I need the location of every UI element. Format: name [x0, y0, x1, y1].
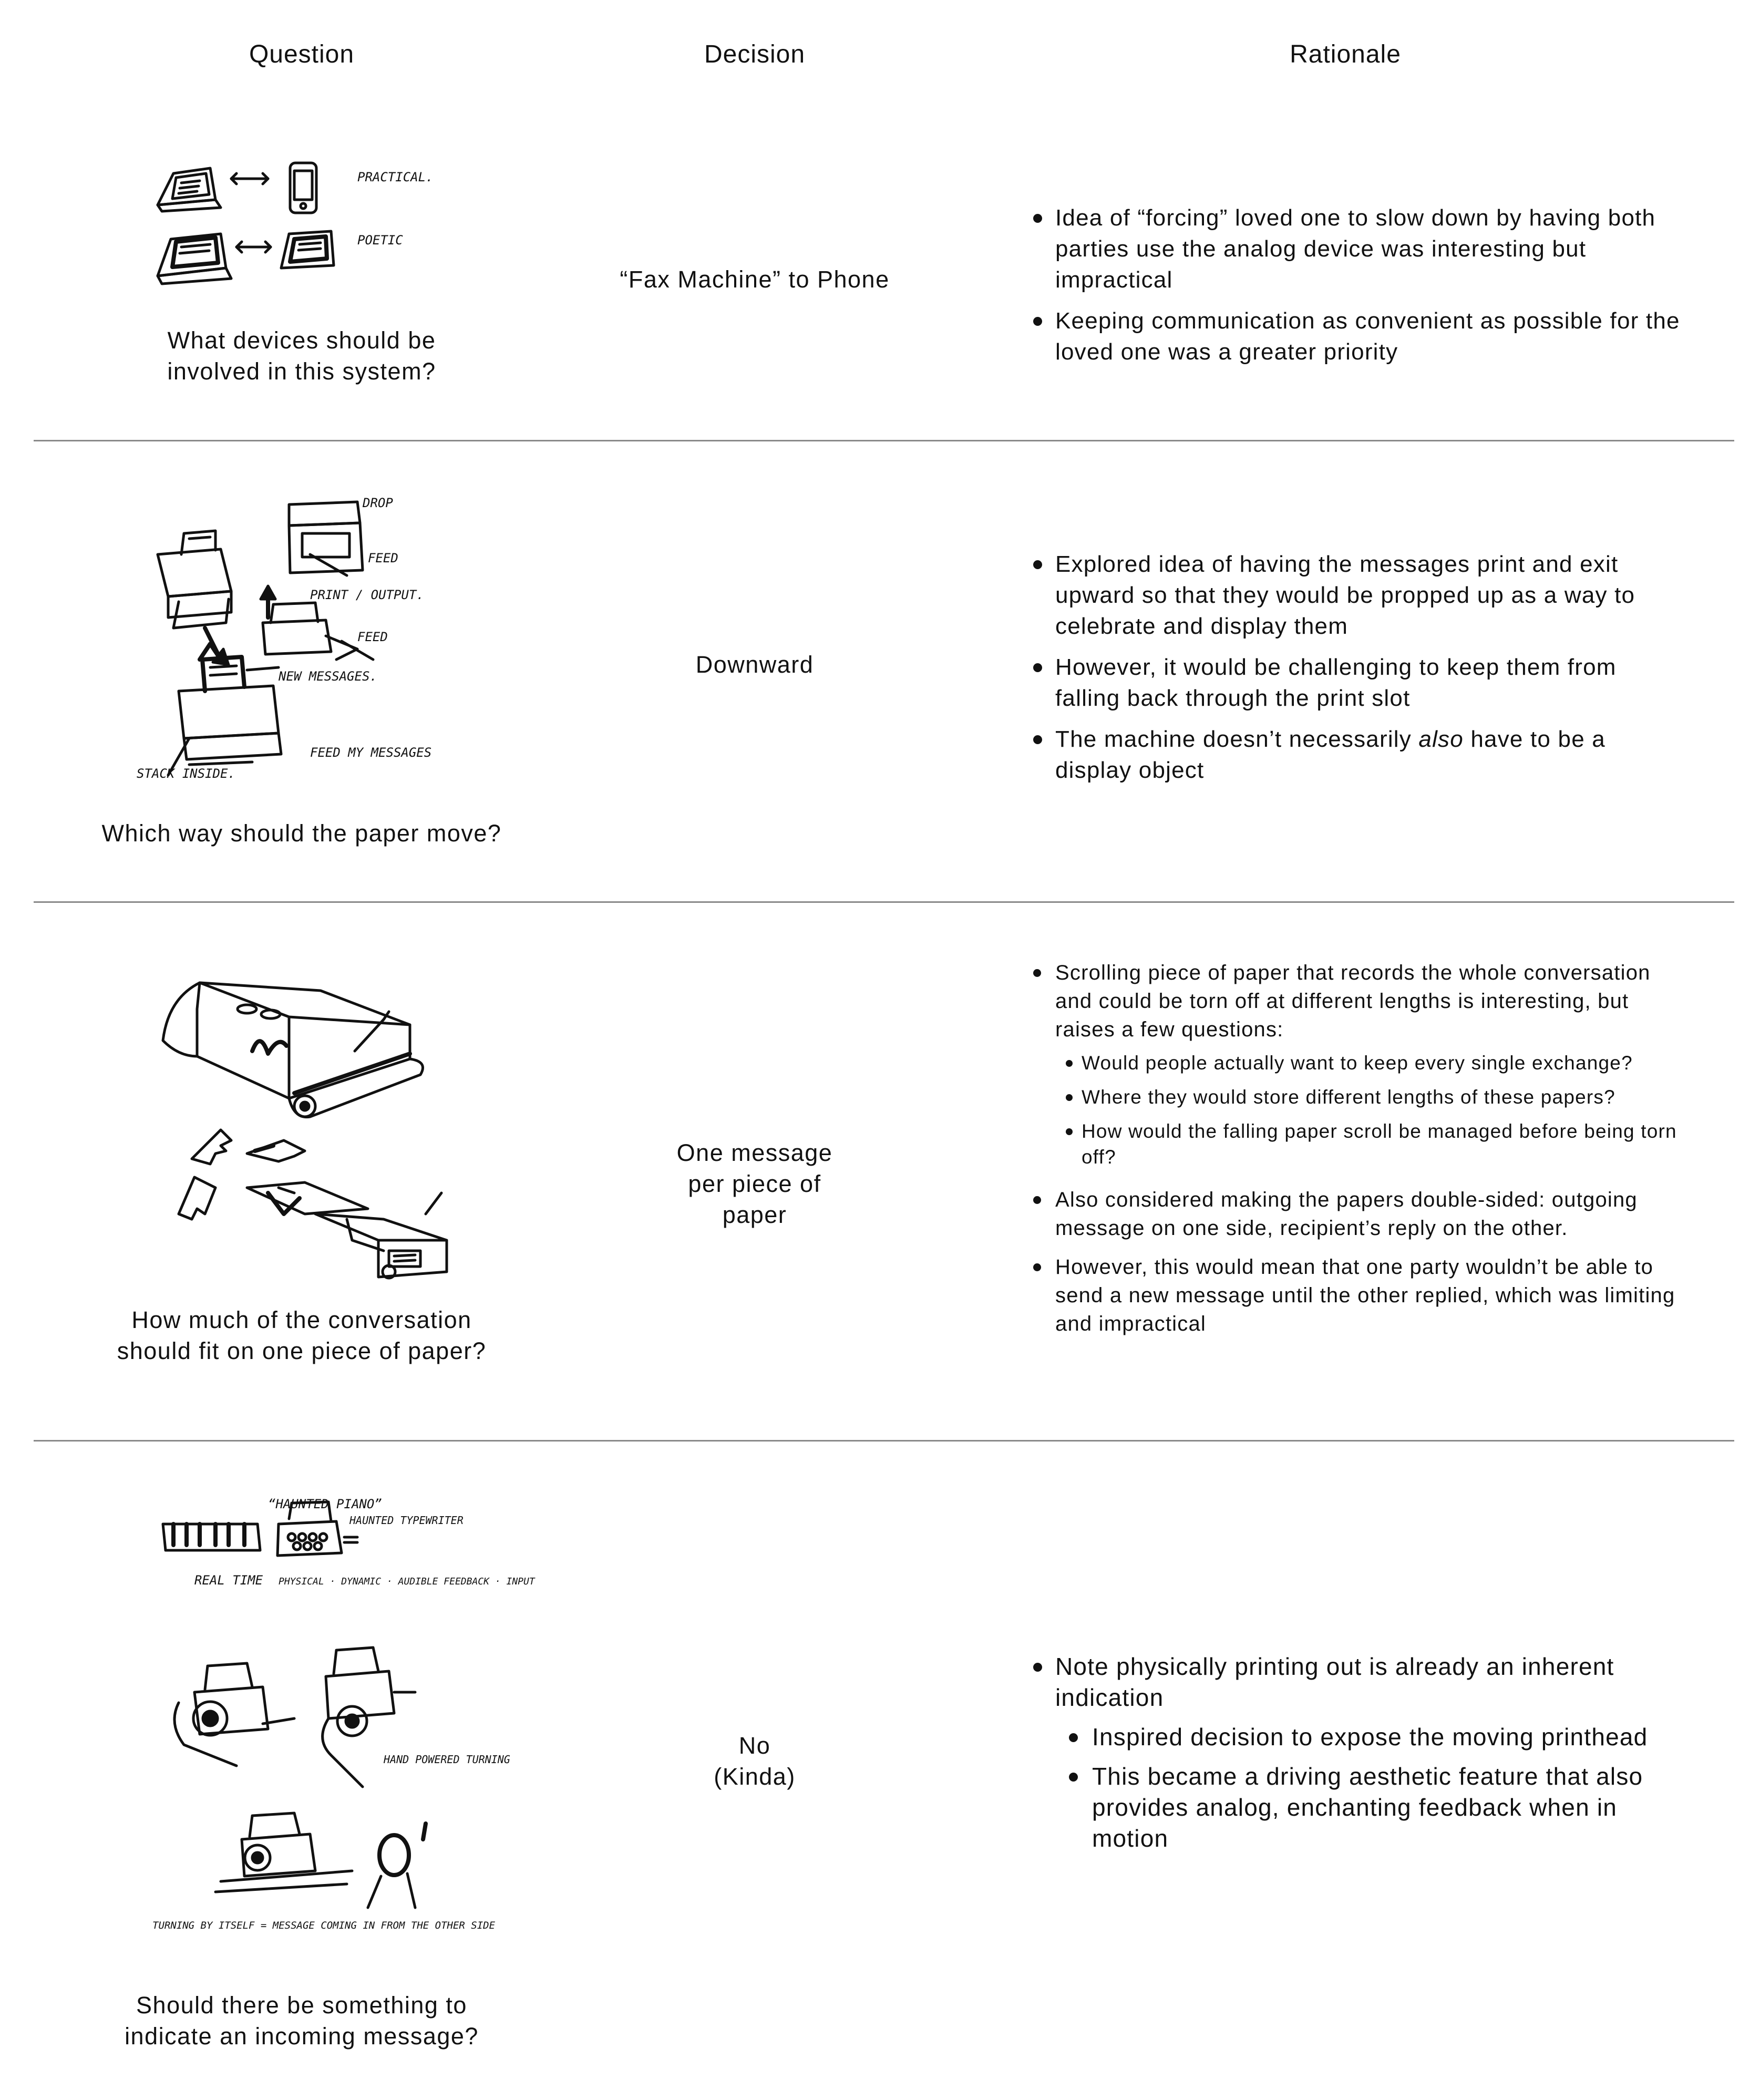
- decision-line-kinda: (Kinda): [714, 1763, 796, 1790]
- decision-incoming-indication: [571, 1730, 939, 1792]
- row-divider: [34, 1440, 1734, 1442]
- rationale-item: However, this would mean that one party wouldn’t be able to send a new message until the other replied, which was limiting and impractical: [1030, 1253, 1682, 1338]
- sub-point-item: Inspired decision to expose the moving printhead: [1055, 1722, 1682, 1753]
- rationale-conversation-length: [1030, 959, 1682, 1348]
- sub-question-list: [1055, 1050, 1682, 1170]
- sketch-label-new-messages: NEW MESSAGES.: [279, 669, 377, 684]
- rationale-item: [1030, 724, 1682, 786]
- sketch-label-feed-2: FEED: [357, 630, 388, 644]
- question-conversation-length: How much of the conversation should fit on one piece of paper?: [117, 1306, 487, 1364]
- devices-sketch: [147, 121, 473, 294]
- question-devices: What devices should be involved in this system?: [167, 327, 436, 385]
- rationale-incoming-indication: [1030, 1651, 1682, 1862]
- sketch-label-print-output: PRINT / OUTPUT.: [310, 588, 424, 602]
- rationale-item: Idea of “forcing” loved one to slow down by having both parties use the analog device was interesting but impractical: [1030, 202, 1682, 295]
- row-divider: [34, 901, 1734, 903]
- rationale-emphasis: also: [1418, 726, 1464, 752]
- sketch-label-feed: FEED: [368, 551, 398, 565]
- sketch-label-poetic: POETIC: [357, 233, 403, 248]
- paper-direction-sketch: [137, 491, 473, 796]
- rationale-text: have to be a display object: [1055, 726, 1605, 783]
- decision-conversation-length: One message per piece of paper: [676, 1139, 833, 1228]
- paper-scroll-sketch: [147, 967, 462, 1293]
- sub-question-item: Where they would store different lengths of these papers?: [1055, 1084, 1682, 1110]
- rationale-text: Scrolling piece of paper that records the whole conversation and could be torn off at different lengths is interesting, but raises a few questions:: [1055, 961, 1651, 1041]
- rationale-text: The machine doesn’t necessarily: [1055, 726, 1419, 752]
- rationale-paper-direction: [1030, 549, 1682, 796]
- sketch-label-real-time: REAL TIME: [194, 1573, 263, 1588]
- incoming-indication-sketch: [142, 1492, 535, 1955]
- rationale-item: [1030, 1651, 1682, 1854]
- sketch-label-haunted-typewriter: HAUNTED TYPEWRITER: [349, 1514, 464, 1527]
- sketch-label-feedback-input: PHYSICAL · DYNAMIC · AUDIBLE FEEDBACK · INPUT: [279, 1576, 535, 1587]
- rationale-devices: [1030, 202, 1682, 377]
- sub-question-item: How would the falling paper scroll be managed before being torn off?: [1055, 1118, 1682, 1170]
- sketch-label-practical: PRACTICAL.: [357, 170, 434, 184]
- question-paper-direction: Which way should the paper move?: [101, 820, 502, 847]
- sub-point-item: This became a driving aesthetic feature that also provides analog, enchanting feedback when in motion: [1055, 1761, 1682, 1854]
- sub-question-item: Would people actually want to keep every single exchange?: [1055, 1050, 1682, 1076]
- sketch-label-turning-by-itself: TURNING BY ITSELF = MESSAGE COMING IN FROM THE OTHER SIDE: [152, 1920, 496, 1931]
- column-header-rationale: Rationale: [1290, 40, 1401, 68]
- decision-line-no: No: [738, 1732, 771, 1759]
- rationale-item: Keeping communication as convenient as possible for the loved one was a greater priority: [1030, 305, 1682, 367]
- rationale-text: Note physically printing out is already an inherent indication: [1055, 1653, 1614, 1711]
- sub-point-list: [1055, 1722, 1682, 1854]
- sketch-label-hand-powered: HAND POWERED TURNING: [384, 1753, 510, 1766]
- rationale-item: Explored idea of having the messages print and exit upward so that they would be propped up as a way to celebrate and display them: [1030, 549, 1682, 642]
- rationale-item: However, it would be challenging to keep them from falling back through the print slot: [1030, 652, 1682, 714]
- row-divider: [34, 440, 1734, 441]
- sketch-label-drop: DROP: [363, 496, 393, 510]
- rationale-item: Also considered making the papers double-sided: outgoing message on one side, recipient’s reply on the other.: [1030, 1186, 1682, 1242]
- sketch-label-feed-my-messages: FEED MY MESSAGES: [310, 745, 432, 760]
- decision-devices: “Fax Machine” to Phone: [620, 266, 890, 293]
- rationale-item: [1030, 959, 1682, 1170]
- decision-paper-direction: Downward: [695, 651, 814, 678]
- sketch-label-haunted-piano: “HAUNTED PIANO”: [268, 1497, 382, 1511]
- column-header-question: Question: [249, 40, 355, 68]
- question-incoming-indication: Should there be something to indicate an incoming message?: [125, 1992, 479, 2050]
- sketch-label-stack-inside: STACK INSIDE.: [137, 766, 235, 781]
- column-header-decision: Decision: [704, 40, 806, 68]
